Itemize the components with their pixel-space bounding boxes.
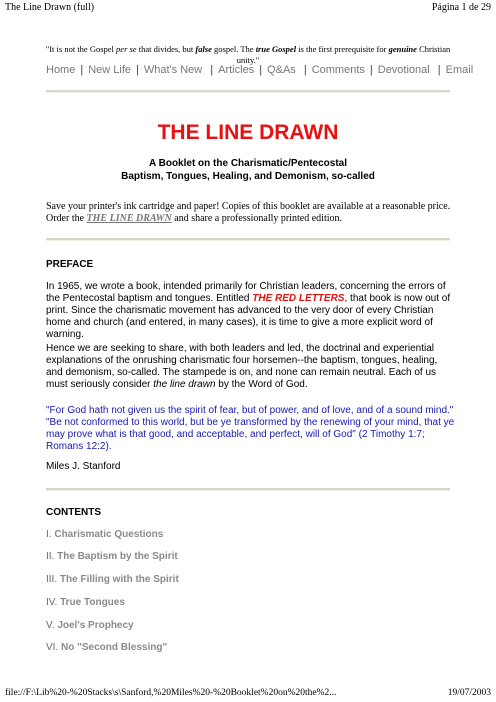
divider xyxy=(46,90,450,93)
page-subtitle: A Booklet on the Charismatic/Pentecostal Baptism, Tongues, Healing, and Demonism, so-called xyxy=(121,158,375,182)
preface-heading: PREFACE xyxy=(46,259,94,270)
toc-item[interactable]: V. Joel's Prophecy xyxy=(46,620,134,631)
site-nav: Home | New Life | What's New | Articles | Q&As | Comments | Devotional | Email xyxy=(46,64,474,76)
divider xyxy=(46,488,450,491)
page-title: THE LINE DRAWN xyxy=(157,121,339,144)
toc-item[interactable]: II. The Baptism by the Spirit xyxy=(46,551,178,562)
nav-qas-link[interactable]: Q&As xyxy=(267,64,296,76)
nav-home-link[interactable]: Home xyxy=(46,64,76,76)
scripture-quote: "For God hath not given us the spirit of fear, but of power, and of love, and of a sound mind." "Be not conformed to this world, but be ye transformed by the renewing of your mind, that ye may prove what is that good, and acceptable, and perfect, will of God" (2 Timothy 1:7; Romans 12:2). xyxy=(46,405,455,452)
print-date: 19/07/2003 xyxy=(447,688,491,698)
nav-whats-new-link[interactable]: What's New xyxy=(143,64,203,76)
nav-articles-link[interactable]: Articles xyxy=(218,64,255,76)
preface-paragraph-1: In 1965, we wrote a book, intended primarily for Christian leaders, concerning the errors of the Pentecostal baptism and tongues. Entitled THE RED LETTERS, that book is now out of print. Since the charismatic movement has advanced to the very door of every Christian home and church (and entered, in many cases), it is time to give a more explicit word of warning. xyxy=(46,281,451,340)
divider xyxy=(46,238,450,241)
contents-heading: CONTENTS xyxy=(46,507,101,518)
file-path: file://F:\Lib%20-%20Stacks\s\Sanford,%20Miles%20-%20Booklet%20on%20the%2... xyxy=(5,688,337,698)
gospel-quote: "It is not the Gospel per se that divides, but false gospel. The true Gospel is the first prerequisite for genuine Christian unity." xyxy=(45,44,451,65)
nav-devotional-link[interactable]: Devotional xyxy=(377,64,430,76)
author-signature: Miles J. Stanford xyxy=(46,461,121,472)
nav-new-life-link[interactable]: New Life xyxy=(88,64,131,76)
toc-item[interactable]: III. The Filling with the Spirit xyxy=(46,574,179,585)
toc-item[interactable]: I. Charismatic Questions xyxy=(46,529,164,540)
preface-paragraph-2: Hence we are seeking to share, with both leaders and led, the doctrinal and experiential explanations of the onrushing charismatic four horsemen--the baptism, tongues, healing, and demonism, so-called. The stampede is on, and none can remain neutral. Each of us must seriously consider the line drawn by the Word of God. xyxy=(46,343,438,390)
order-notice: Save your printer's ink cartridge and paper! Copies of this booklet are available at a reasonable price. Order the THE LINE DRAWN and share a professionally printed edition. xyxy=(46,201,451,224)
toc-item[interactable]: IV. True Tongues xyxy=(46,597,125,608)
nav-comments-link[interactable]: Comments xyxy=(311,64,365,76)
nav-email-link[interactable]: Email xyxy=(445,64,474,76)
toc-item[interactable]: VI. No "Second Blessing" xyxy=(46,642,168,653)
document-title: The Line Drawn (full) xyxy=(5,2,95,13)
order-book-link[interactable]: THE LINE DRAWN xyxy=(86,213,172,224)
page-number: Página 1 de 29 xyxy=(431,2,491,13)
